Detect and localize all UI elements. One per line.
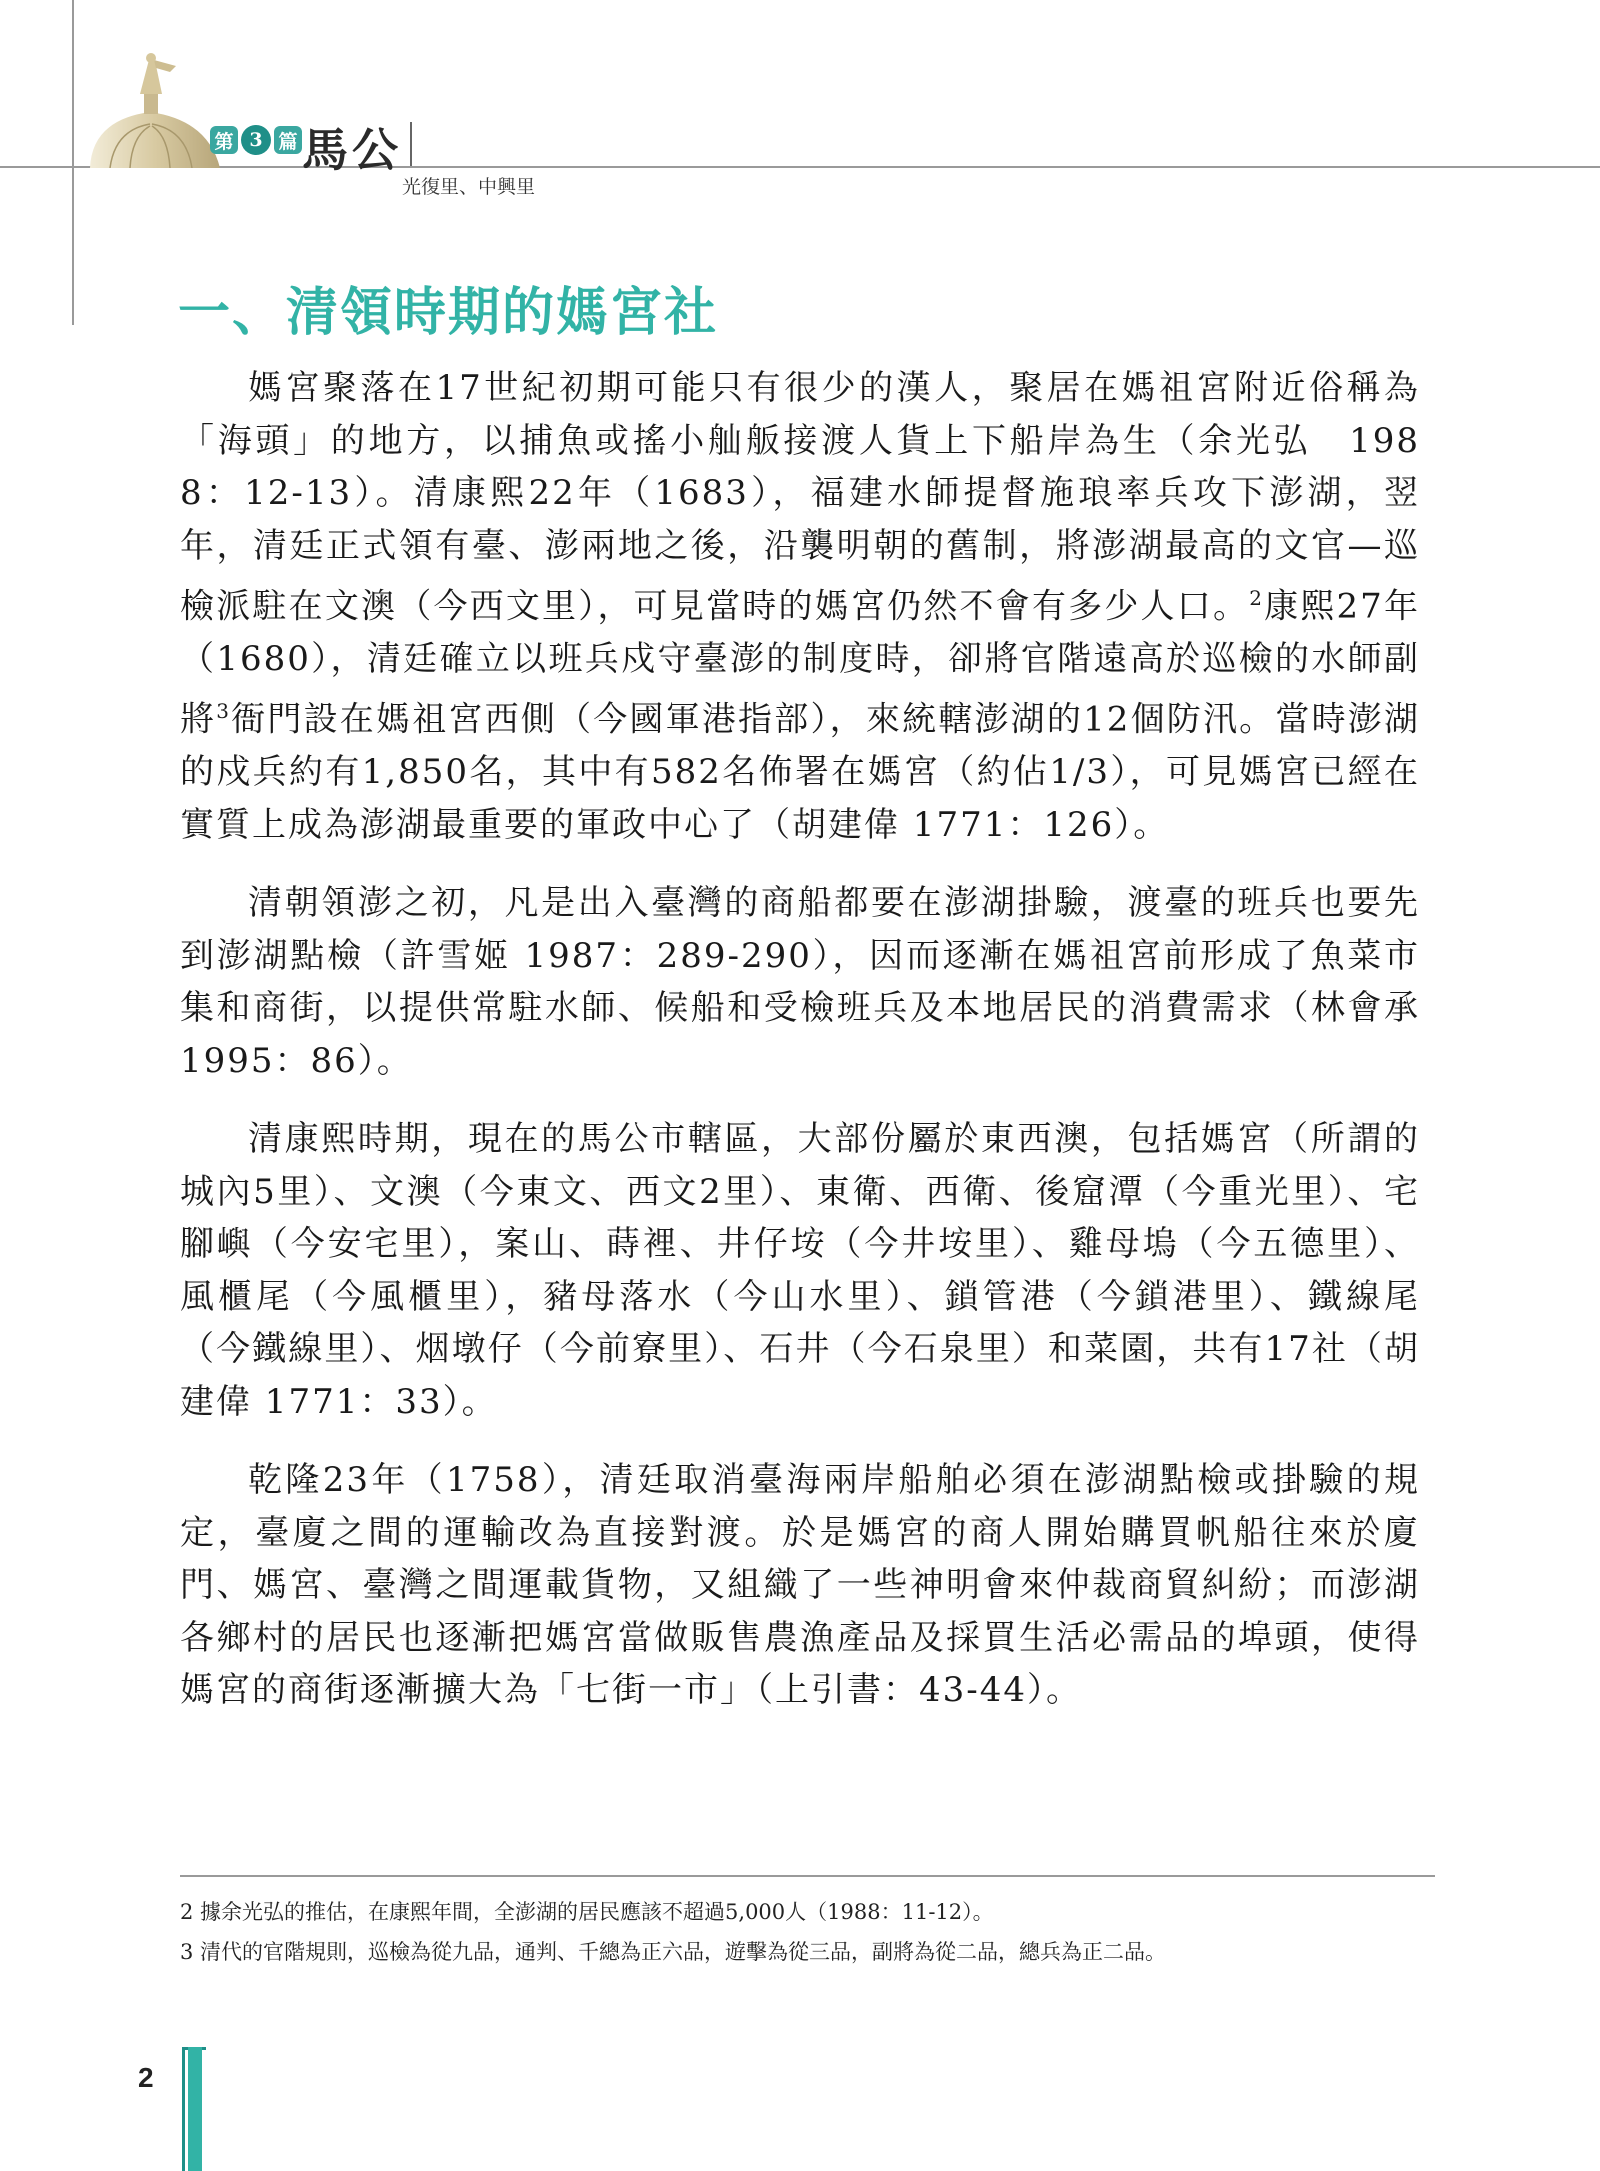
chapter-number: 3 — [241, 125, 271, 155]
header-vertical-rule — [72, 0, 74, 325]
footnote-divider — [180, 1875, 1435, 1877]
paragraph-3: 清康熙時期，現在的馬公市轄區，大部份屬於東西澳，包括媽宮（所謂的城內5里）、文澳（今東文、西文2里）、東衛、西衛、後窟潭（今重光里）、宅腳嶼（今安宅里），案山、蒔裡、井仔垵（今井垵里）、雞母塢（今五德里）、風櫃尾（今風櫃里），豬母落水（今山水里）、鎖管港（今鎖港里）、鐵線尾（今鐵線里）、烟墩仔（今前寮里）、石井（今石泉里）和菜園，共有17社（胡建偉 1771：33）。 — [180, 1119, 1420, 1422]
body-text — [180, 362, 1420, 1743]
dome-statue-icon — [80, 50, 230, 168]
footnote-2: 2 據余光弘的推估，在康熙年間，全澎湖的居民應該不超過5,000人（1988：11-12）。 — [180, 1900, 994, 1924]
footer-accent-line — [182, 2047, 185, 2171]
section-title: 一、清領時期的媽宮社 — [178, 282, 719, 343]
footnote-ref-3[interactable]: 3 — [216, 699, 231, 724]
chapter-suffix: 篇 — [274, 126, 302, 154]
paragraph-4: 乾隆23年（1758），清廷取消臺海兩岸船舶必須在澎湖點檢或掛驗的規定，臺廈之間的運輸改為直接對渡。於是媽宮的商人開始購買帆船往來於廈門、媽宮、臺灣之間運載貨物，又組織了一些神明會來仲裁商貿糾紛；而澎湖各鄉村的居民也逐漸把媽宮當做販售農漁產品及採買生活必需品的埠頭，使得媽宮的商街逐漸擴大為「七街一市」（上引書：43-44）。 — [180, 1460, 1420, 1711]
page-number: 2 — [138, 2062, 154, 2093]
chapter-badge — [210, 125, 302, 155]
chapter-title-divider — [410, 122, 412, 166]
paragraph-2: 清朝領澎之初，凡是出入臺灣的商船都要在澎湖掛驗，渡臺的班兵也要先到澎湖點檢（許雪姬 1987：289-290），因而逐漸在媽祖宮前形成了魚菜市集和商街，以提供常駐水師、候船和受檢班兵及本地居民的消費需求（林會承 1995：86）。 — [180, 883, 1420, 1081]
chapter-prefix: 第 — [210, 126, 238, 154]
chapter-subtitle: 光復里、中興里 — [402, 176, 536, 198]
chapter-title: 馬公 — [302, 123, 402, 177]
footer-accent-bar — [188, 2047, 202, 2171]
footnotes — [180, 1892, 1435, 1972]
header-horizontal-rule — [0, 166, 1600, 168]
paragraph-1: 媽宮聚落在17世紀初期可能只有很少的漢人，聚居在媽祖宮附近俗稱為「海頭」的地方，以捕魚或搖小舢舨接渡人貨上下船岸為生（余光弘 1988：12-13）。清康熙22年（1683），福建水師提督施琅率兵攻下澎湖，翌年，清廷正式領有臺、澎兩地之後，沿襲明朝的舊制，將澎湖最高的文官—巡檢派駐在文澳（今西文里），可見當時的媽宮仍然不會有多少人口。$^2$康熙27年（1680），清廷確立以班兵戍守臺澎的制度時，卻將官階遠高於巡檢的水師副將$^3$衙門設在媽祖宮西側（今國軍港指部），來統轄澎湖的12個防汛。當時澎湖的戍兵約有1,850名，其中有582名佈署在媽宮（約佔1/3），可見媽宮已經在實質上成為澎湖最重要的軍政中心了（胡建偉 1771：126）。 — [180, 368, 1421, 845]
footnote-ref-2[interactable]: 2 — [1249, 586, 1264, 610]
footnote-3: 3 清代的官階規則，巡檢為從九品，通判、千總為正六品，遊擊為從三品，副將為從二品，總兵為正二品。 — [180, 1940, 1167, 1964]
